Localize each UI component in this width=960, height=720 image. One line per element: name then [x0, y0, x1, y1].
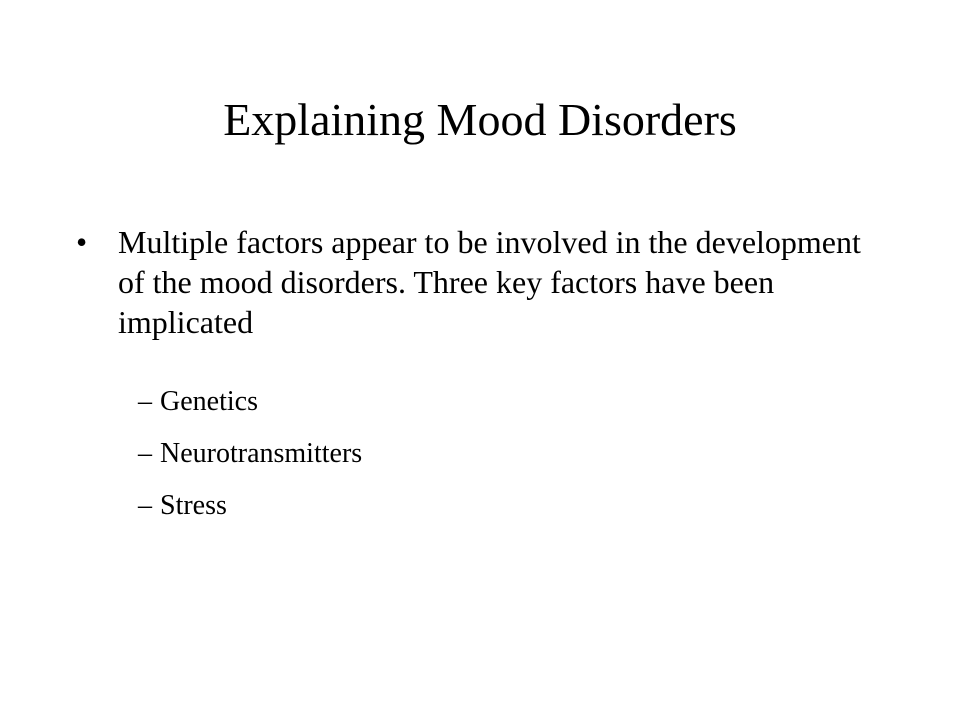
sub-bullet-item-stress — [138, 488, 362, 540]
bullet-marker: • — [76, 224, 88, 260]
sub-bullet-item-genetics — [138, 384, 362, 436]
sub-bullet-item-neurotransmitters — [138, 436, 362, 488]
bullet-text: Multiple factors appear to be involved in the development of the mood disorders. Three key factors have been implicated — [118, 224, 861, 340]
sub-bullet-label: Genetics — [160, 386, 258, 417]
main-bullet — [76, 222, 876, 342]
dash-marker: – — [138, 386, 152, 417]
dash-marker: – — [138, 490, 152, 521]
sub-bullet-label: Neurotransmitters — [160, 438, 363, 469]
slide-title: Explaining Mood Disorders — [223, 94, 737, 145]
sub-bullet-list — [138, 384, 362, 540]
dash-marker: – — [138, 438, 152, 469]
sub-bullet-label: Stress — [160, 490, 227, 521]
